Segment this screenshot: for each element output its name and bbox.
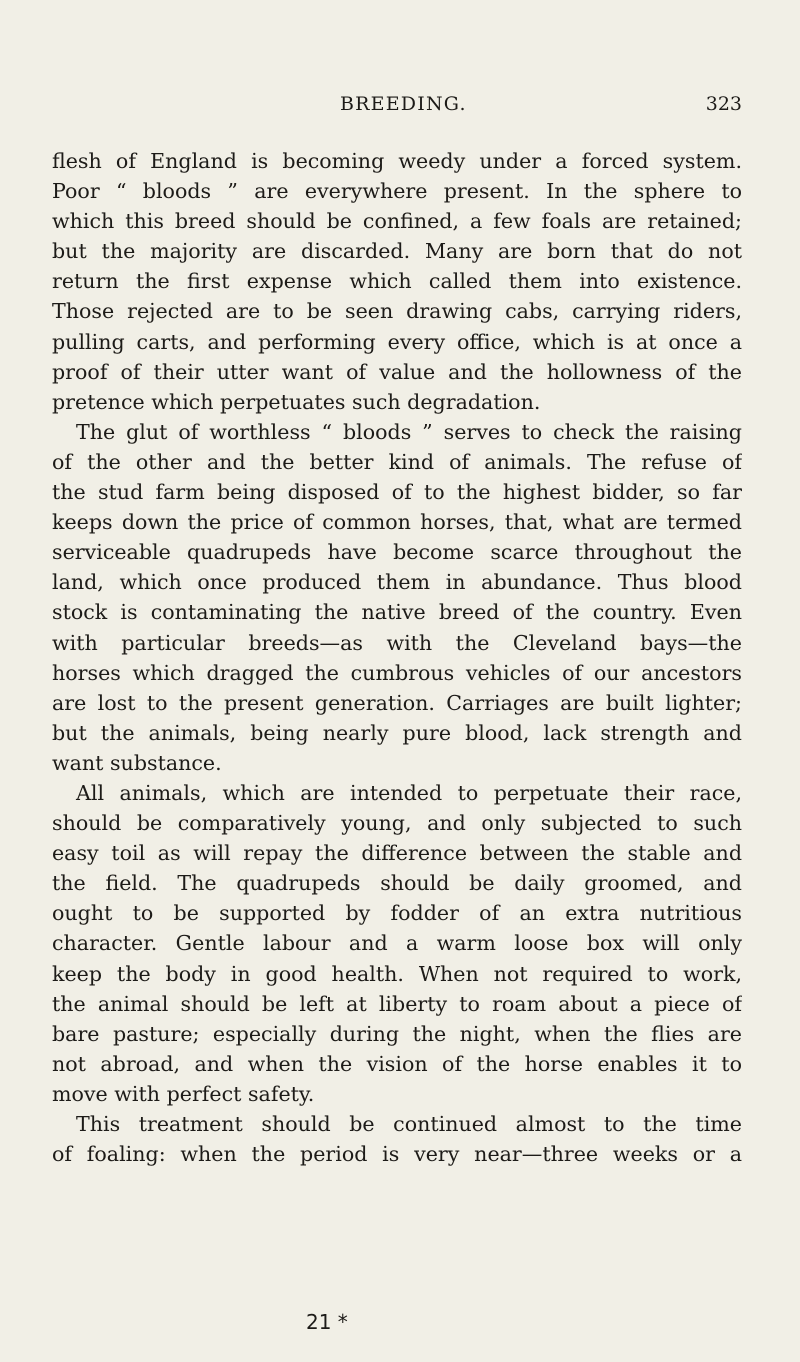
text-line: ought to be supported by fodder of an extra nutritious	[52, 901, 742, 926]
text-line: serviceable quadrupeds have become scarce throughout the	[52, 540, 742, 565]
text-line: move with perfect safety.	[52, 1081, 315, 1106]
text-line: Those rejected are to be seen drawing cabs, carrying riders,	[52, 299, 742, 324]
body-text	[52, 146, 742, 1169]
text-line: land, which once produced them in abundance. Thus blood	[52, 570, 742, 595]
text-line: easy toil as will repay the difference between the stable and	[52, 841, 742, 866]
page-footer	[52, 1310, 742, 1344]
text-line: The glut of worthless “ bloods ” serves to check the raising	[76, 419, 742, 444]
text-line: keeps down the price of common horses, that, what are termed	[52, 510, 742, 535]
signature-mark: 21 *	[306, 1310, 348, 1334]
page-header	[52, 93, 742, 123]
text-line: not abroad, and when the vision of the horse enables it to	[52, 1051, 742, 1076]
text-line: are lost to the present generation. Carriages are built lighter;	[52, 690, 742, 715]
running-head: BREEDING.	[340, 93, 467, 115]
text-line: but the animals, being nearly pure blood, lack strength and	[52, 720, 742, 745]
text-line: but the majority are discarded. Many are born that do not	[52, 239, 742, 264]
text-line: the field. The quadrupeds should be daily groomed, and	[52, 871, 742, 896]
text-line: bare pasture; especially during the night, when the flies are	[52, 1021, 742, 1046]
text-line: horses which dragged the cumbrous vehicles of our ancestors	[52, 660, 742, 685]
text-line: character. Gentle labour and a warm loose box will only	[52, 931, 742, 956]
text-line: should be comparatively young, and only subjected to such	[52, 811, 742, 836]
text-line: keep the body in good health. When not required to work,	[52, 961, 742, 986]
text-line: All animals, which are intended to perpetuate their race,	[76, 780, 742, 805]
text-line: which this breed should be confined, a few foals are retained;	[52, 209, 742, 234]
text-line: This treatment should be continued almost to the time	[76, 1112, 742, 1136]
text-line: stock is contaminating the native breed of the country. Even	[52, 600, 742, 625]
text-line: proof of their utter want of value and the hollowness of the	[52, 359, 742, 384]
text-line: Poor “ bloods ” are everywhere present. In the sphere to	[52, 179, 742, 204]
text-line: with particular breeds—as with the Cleveland bays—the	[52, 630, 742, 655]
text-line: of foaling: when the period is very near—three weeks or a	[52, 1142, 742, 1167]
text-line: flesh of England is becoming weedy under a forced system.	[52, 149, 742, 173]
text-line: of the other and the better kind of animals. The refuse of	[52, 449, 742, 474]
text-line: pulling carts, and performing every office, which is at once a	[52, 329, 742, 354]
text-line: the stud farm being disposed of to the highest bidder, so far	[52, 480, 742, 505]
text-line: the animal should be left at liberty to roam about a piece of	[52, 991, 742, 1016]
text-line: return the first expense which called them into existence.	[52, 269, 742, 294]
text-line: pretence which perpetuates such degradation.	[52, 389, 541, 414]
page-number: 323	[705, 93, 742, 115]
text-line: want substance.	[52, 750, 222, 775]
